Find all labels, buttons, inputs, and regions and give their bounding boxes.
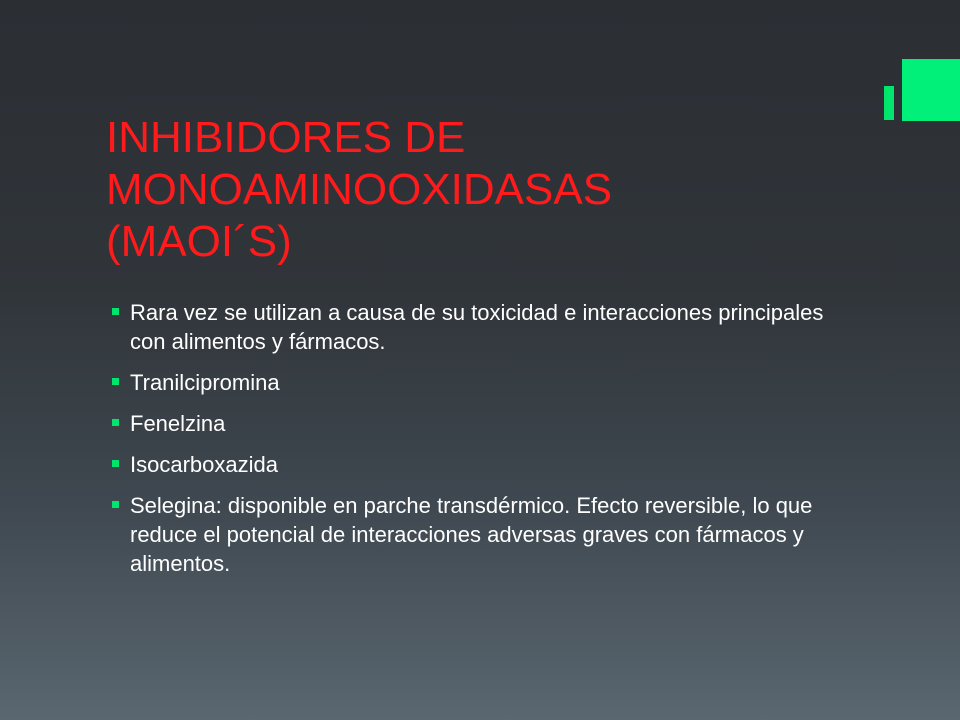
accent-bar-thin (884, 86, 894, 120)
bullet-item (112, 491, 842, 578)
title-line: (MAOI´S) (106, 217, 292, 266)
slide-title (106, 112, 846, 268)
square-bullet-icon (112, 460, 119, 467)
bullet-item (112, 409, 842, 438)
bullet-text: Isocarboxazida (130, 452, 278, 477)
square-bullet-icon (112, 308, 119, 315)
bullet-item (112, 298, 842, 356)
bullet-text: Tranilcipromina (130, 370, 280, 395)
square-bullet-icon (112, 419, 119, 426)
bullet-text: Selegina: disponible en parche transdérmico. Efecto reversible, lo que reduce el potencial de interacciones adversas graves con fármacos y alimentos. (130, 493, 813, 576)
title-line: MONOAMINOOXIDASAS (106, 165, 613, 214)
square-bullet-icon (112, 378, 119, 385)
bullet-item (112, 450, 842, 479)
bullet-text: Rara vez se utilizan a causa de su toxicidad e interacciones principales con alimentos y fármacos. (130, 300, 824, 354)
square-bullet-icon (112, 501, 119, 508)
accent-bar-block (902, 59, 960, 121)
title-line: INHIBIDORES DE (106, 113, 466, 162)
bullet-text: Fenelzina (130, 411, 226, 436)
bullet-list (112, 298, 842, 590)
bullet-item (112, 368, 842, 397)
